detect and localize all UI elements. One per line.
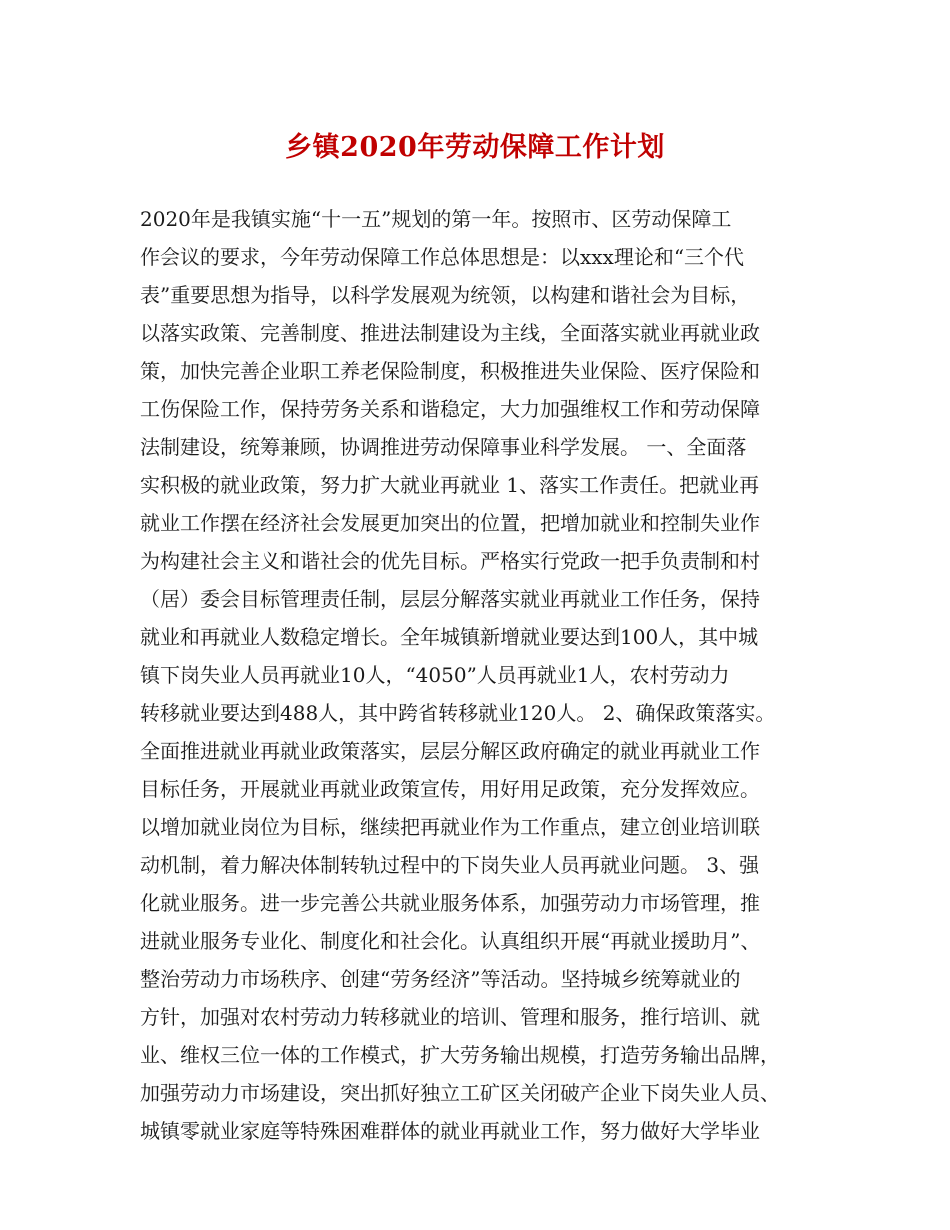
body-line: 法制建设，统筹兼顾，协调推进劳动保障事业科学发展。 一、全面落 — [140, 435, 747, 459]
body-line: （居）委会目标管理责任制，层层分解落实就业再就业工作任务，保持 — [140, 587, 760, 611]
body-line: 目标任务，开展就业再就业政策宣传，用好用足政策，充分发挥效应。 — [140, 777, 760, 801]
body-line: 实积极的就业政策，努力扩大就业再就业 1、落实工作责任。把就业再 — [140, 473, 760, 497]
body-line: 策，加快完善企业职工养老保险制度，积极推进失业保险、医疗保险和 — [140, 359, 760, 383]
body-line: 动机制，着力解决体制转轨过程中的下岗失业人员再就业问题。 3、强 — [140, 853, 760, 877]
body-line: 工伤保险工作，保持劳务关系和谐稳定，大力加强维权工作和劳动保障 — [140, 397, 760, 421]
body-line: 以增加就业岗位为目标，继续把再就业作为工作重点，建立创业培训联 — [140, 815, 760, 839]
body-line: 城镇零就业家庭等特殊困难群体的就业再就业工作，努力做好大学毕业 — [140, 1119, 760, 1143]
body-line: 镇下岗失业人员再就业10人，“4050”人员再就业1人，农村劳动力 — [140, 663, 730, 687]
body-line: 就业工作摆在经济社会发展更加突出的位置，把增加就业和控制失业作 — [140, 511, 760, 535]
body-line: 表”重要思想为指导，以科学发展观为统领，以构建和谐社会为目标， — [140, 283, 751, 307]
body-line: 2020年是我镇实施“十一五”规划的第一年。按照市、区劳动保障工 — [140, 207, 732, 231]
body-line: 整治劳动力市场秩序、创建“劳务经济”等活动。坚持城乡统筹就业的 — [140, 967, 741, 991]
body-line: 全面推进就业再就业政策落实，层层分解区政府确定的就业再就业工作 — [140, 739, 760, 763]
body-line: 为构建社会主义和谐社会的优先目标。严格实行党政一把手负责制和村 — [140, 549, 760, 573]
body-line: 化就业服务。进一步完善公共就业服务体系，加强劳动力市场管理，推 — [140, 891, 760, 915]
body-line: 进就业服务专业化、制度化和社会化。认真组织开展“再就业援助月”、 — [140, 929, 761, 953]
body-line: 方针，加强对农村劳动力转移就业的培训、管理和服务，推行培训、就 — [140, 1005, 760, 1029]
body-line: 业、维权三位一体的工作模式，扩大劳务输出规模，打造劳务输出品牌， — [140, 1043, 780, 1067]
body-line: 就业和再就业人数稳定增长。全年城镇新增就业要达到100人，其中城 — [140, 625, 759, 649]
document-body — [140, 200, 820, 1150]
body-line: 加强劳动力市场建设，突出抓好独立工矿区关闭破产企业下岗失业人员、 — [140, 1081, 780, 1105]
document-title: 乡镇2020年劳动保障工作计划 — [285, 132, 665, 163]
body-line: 以落实政策、完善制度、推进法制建设为主线，全面落实就业再就业政 — [140, 321, 760, 345]
body-line: 作会议的要求，今年劳动保障工作总体思想是：以xxx理论和“三个代 — [140, 245, 745, 269]
body-line: 转移就业要达到488人，其中跨省转移就业120人。 2、确保政策落实。 — [140, 701, 776, 725]
